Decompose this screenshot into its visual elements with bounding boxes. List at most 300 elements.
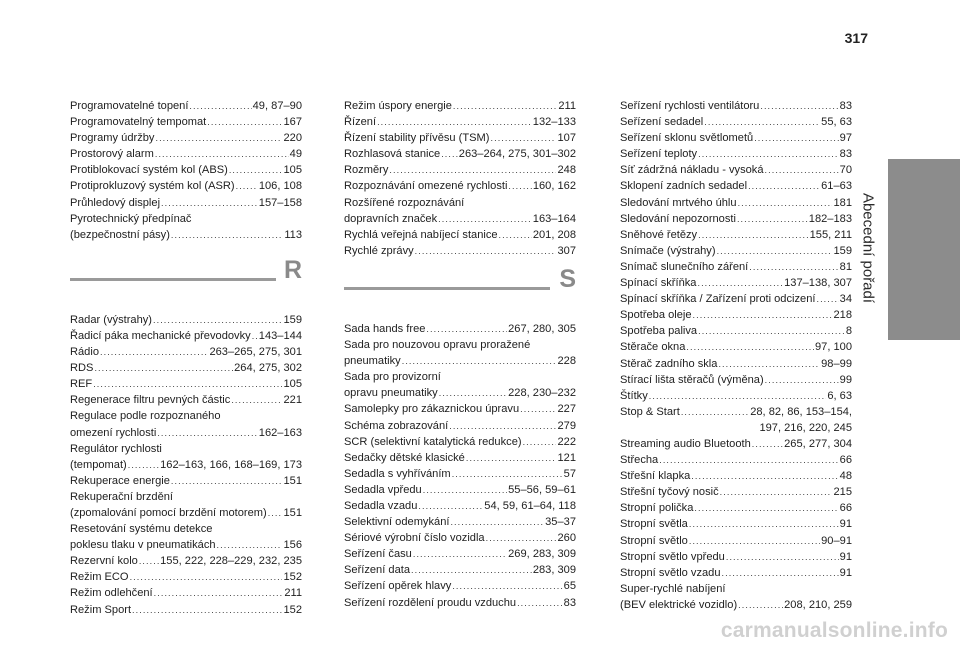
dot-leader: [171, 473, 283, 489]
index-entry-term: Řadicí páka mechanické převodovky: [70, 329, 251, 342]
index-entry: [620, 533, 852, 549]
index-group-s: [344, 321, 576, 611]
index-entry: [620, 211, 852, 227]
index-column-1: [70, 98, 302, 618]
index-entry-term: Stropní světlo vzadu: [620, 566, 721, 579]
index-entry-term: Rekuperace energie: [70, 474, 170, 487]
index-entry-term: Spotřeba oleje: [620, 309, 692, 322]
dot-leader: [139, 553, 159, 569]
index-entry-term: Štítky: [620, 389, 648, 402]
index-entry: [70, 553, 302, 569]
index-entry-term: Regulace podle rozpoznaného: [70, 410, 221, 423]
index-entry: [344, 595, 576, 611]
index-entry-term: opravu pneumatiky: [344, 387, 438, 400]
index-entry-pages: 6, 63: [827, 389, 852, 402]
index-entry-term: Stropní světla: [620, 518, 688, 531]
index-entry: [70, 521, 302, 537]
index-entry-term: Protiblokovací systém kol (ABS): [70, 164, 228, 177]
index-group-r-cont: [344, 98, 576, 259]
index-entry-term: Sada hands free: [344, 322, 426, 335]
index-entry-pages: 263–265, 275, 301: [209, 346, 302, 359]
index-entry: [344, 337, 576, 353]
index-entry-term: Seřízení data: [344, 564, 410, 577]
index-entry-term: Režim ECO: [70, 571, 129, 584]
index-entry-term: Střešní tyčový nosič: [620, 486, 719, 499]
index-entry-term: Spínací skříňka: [620, 277, 697, 290]
index-entry-pages: 218: [833, 309, 852, 322]
index-entry-pages: 107: [557, 132, 576, 145]
dot-leader: [697, 275, 783, 291]
index-entry: [620, 178, 852, 194]
index-entry-pages: 201, 208: [532, 228, 576, 241]
index-entry-term: Rozšířené rozpoznávání: [344, 196, 465, 209]
index-entry: [344, 401, 576, 417]
index-entry-pages: 167: [283, 116, 302, 129]
index-entry-term: Prostorový alarm: [70, 148, 154, 161]
index-entry-pages: 151: [283, 474, 302, 487]
index-entry: [344, 369, 576, 385]
dot-leader: [411, 562, 532, 578]
dot-leader: [155, 146, 289, 162]
index-entry-term: poklesu tlaku v pneumatikách: [70, 539, 216, 552]
index-entry: [620, 98, 852, 114]
index-entry: [344, 434, 576, 450]
index-entry-pages: 269, 283, 309: [508, 548, 576, 561]
index-entry-pages: 181: [833, 196, 852, 209]
index-entry-term: Stop & Start: [620, 405, 680, 418]
index-entry-pages: 55, 63: [821, 116, 852, 129]
dot-leader: [154, 585, 284, 601]
index-entry: [620, 500, 852, 516]
dot-leader: [720, 484, 833, 500]
index-entry-pages: 156: [283, 539, 302, 552]
index-entry-pages: 105: [283, 378, 302, 391]
index-entry-pages: 152: [283, 603, 302, 616]
index-entry-pages: 264, 275, 302: [234, 362, 302, 375]
index-entry: [70, 473, 302, 489]
index-entry: [344, 146, 576, 162]
dot-leader: [207, 114, 282, 130]
index-entry-pages: 48: [839, 470, 852, 483]
index-entry-pages: 151: [283, 506, 302, 519]
dot-leader: [499, 227, 532, 243]
index-entry-pages: 105: [283, 164, 302, 177]
index-entry-pages: 160, 162: [532, 180, 576, 193]
index-entry-term: Stropní světlo vpředu: [620, 550, 725, 563]
index-entry: [70, 376, 302, 392]
dot-leader: [517, 595, 563, 611]
dot-leader: [389, 162, 556, 178]
index-entry-term: Síť zádržná nákladu - vysoká: [620, 164, 764, 177]
index-entry-term: Režim odlehčení: [70, 587, 153, 600]
index-entry: [70, 227, 302, 243]
index-entry-pages: 121: [557, 451, 576, 464]
index-entry: [70, 585, 302, 601]
index-entry-term: Seřízení rychlosti ventilátoru: [620, 100, 760, 112]
index-entry-term: Sněhové řetězy: [620, 228, 698, 241]
index-entry: [70, 312, 302, 328]
letter-header-r: [70, 255, 302, 294]
dot-leader: [698, 323, 845, 339]
index-entry-term: Seřízení opěrek hlavy: [344, 580, 452, 593]
index-entry: [70, 489, 302, 505]
dot-leader: [231, 392, 282, 408]
index-entry: [620, 339, 852, 355]
index-entry-pages: 28, 82, 86, 153–154,: [750, 405, 852, 418]
dot-leader: [423, 482, 507, 498]
index-entry-pages: 49: [289, 148, 302, 161]
index-entry-pages: 208, 210, 259: [784, 598, 852, 611]
index-entry-term: Programy údržby: [70, 132, 155, 145]
index-entry: [620, 146, 852, 162]
dot-leader: [415, 243, 557, 259]
index-entry: [70, 505, 302, 521]
index-entry: [70, 344, 302, 360]
index-entry-term: Režim úspory energie: [344, 100, 452, 112]
index-entry-pages: 132–133: [532, 116, 576, 129]
index-entry-term: Sedadla vpředu: [344, 483, 422, 496]
dot-leader: [491, 130, 557, 146]
index-entry: [620, 372, 852, 388]
index-entry: [344, 211, 576, 227]
section-tab-label: Abecední pořadí: [859, 192, 877, 304]
dot-leader: [189, 98, 251, 114]
index-entry: [70, 602, 302, 618]
index-entry-pages: 163–164: [532, 212, 576, 225]
index-entry-term: Programovatelný tempomat: [70, 116, 207, 129]
index-entry-term: Rekuperační brzdění: [70, 490, 173, 503]
index-entry-term: Regulátor rychlosti: [70, 442, 162, 455]
index-entry: [620, 114, 852, 130]
index-entry-term: Sada pro nouzovou opravu proražené: [344, 339, 531, 352]
index-entry: [344, 385, 576, 401]
index-group-s-cont: [620, 98, 852, 613]
index-entry-term: Střecha: [620, 454, 659, 467]
index-entry-term: Sedačky dětské klasické: [344, 451, 465, 464]
index-entry-pages: 182–183: [808, 212, 852, 225]
index-entry-pages: 57: [563, 467, 576, 480]
index-entry: [344, 578, 576, 594]
index-entry-pages: 55–56, 59–61: [508, 483, 576, 496]
index-entry-pages: 66: [839, 502, 852, 515]
index-entry: [620, 597, 852, 613]
index-entry-pages: 162–163: [258, 426, 302, 439]
index-entry: [344, 482, 576, 498]
index-entry-term: Řízení: [344, 116, 377, 129]
index-entry: [620, 291, 852, 307]
index-group-p: [70, 98, 302, 243]
letter-header-s: [344, 264, 576, 303]
index-entry-term: Seřízení teploty: [620, 148, 698, 161]
index-entry-pages: 215: [833, 486, 852, 499]
index-entry: [70, 195, 302, 211]
index-entry-pages: 66: [839, 454, 852, 467]
index-entry-term: Rezervní kolo: [70, 555, 138, 568]
dot-leader: [453, 98, 557, 114]
index-entry-term: Protiprokluzový systém kol (ASR): [70, 180, 235, 193]
dot-leader: [93, 376, 282, 392]
dot-leader: [704, 114, 820, 130]
index-entry: [620, 130, 852, 146]
dot-leader: [737, 211, 808, 227]
index-entry-pages: 211: [284, 587, 302, 600]
dot-leader: [752, 436, 783, 452]
dot-leader: [413, 546, 507, 562]
index-entry-pages: 97: [839, 132, 852, 145]
index-entry-term: Střešní klapka: [620, 470, 691, 483]
index-entry-pages: 265, 277, 304: [784, 437, 852, 450]
index-entry: [70, 130, 302, 146]
dot-leader: [377, 114, 532, 130]
index-entry: [344, 243, 576, 259]
index-entry-term: Resetování systému detekce: [70, 523, 213, 536]
dot-leader: [754, 130, 838, 146]
index-entry-term: Seřízení sklonu světlometů: [620, 132, 754, 145]
index-entry-pages: 61–63: [821, 180, 852, 193]
section-tab: [888, 159, 960, 340]
index-entry: [70, 162, 302, 178]
index-entry-term: Spínací skříňka / Zařízení proti odcizení: [620, 293, 816, 306]
index-entry: [620, 516, 852, 532]
dot-leader: [452, 466, 563, 482]
index-entry: [620, 452, 852, 468]
dot-leader: [438, 211, 532, 227]
index-entry-term: REF: [70, 378, 93, 391]
index-entry-term: Sledování mrtvého úhlu: [620, 196, 737, 209]
index-entry-term: Pyrotechnický předpínač: [70, 212, 192, 225]
index-entry-pages: 97, 100: [814, 341, 852, 354]
index-entry: [70, 408, 302, 424]
letter-header-rule: [70, 278, 276, 281]
page-number: 317: [844, 30, 868, 46]
dot-leader: [693, 307, 833, 323]
index-entry: [70, 211, 302, 227]
index-entry: [344, 178, 576, 194]
index-entry-term: dopravních značek: [344, 212, 438, 225]
index-entry-pages: 248: [557, 164, 576, 177]
dot-leader: [157, 425, 257, 441]
dot-leader: [738, 597, 783, 613]
index-entry-term: Stírací lišta stěračů (výměna): [620, 373, 764, 386]
dot-leader: [718, 356, 820, 372]
dot-leader: [236, 178, 258, 194]
dot-leader: [659, 452, 838, 468]
index-entry-pages: 83: [839, 100, 852, 112]
index-entry-term: Rychlé zprávy: [344, 244, 414, 257]
index-entry: [344, 130, 576, 146]
index-entry-pages: 99: [839, 373, 852, 386]
dot-leader: [128, 457, 159, 473]
index-entry-term: Seřízení času: [344, 548, 412, 561]
dot-leader: [698, 227, 809, 243]
index-entry-pages: 220: [283, 132, 302, 145]
index-column-3: [620, 98, 852, 613]
index-entry-pages: 70: [839, 164, 852, 177]
dot-leader: [689, 533, 820, 549]
dot-leader: [689, 516, 839, 532]
dot-leader: [441, 146, 458, 162]
index-entry-term: Regenerace filtru pevných částic: [70, 394, 231, 407]
index-entry-pages: 91: [839, 566, 852, 579]
index-entry-term: Snímače (výstrahy): [620, 244, 716, 257]
index-entry: [620, 227, 852, 243]
index-entry-term: Selektivní odemykání: [344, 516, 450, 529]
index-entry-term: Stěrač zadního skla: [620, 357, 718, 370]
index-entry: [344, 353, 576, 369]
index-entry-term: Samolepky pro zákaznickou úpravu: [344, 403, 520, 416]
index-entry-pages: 34: [839, 293, 852, 306]
dot-leader: [450, 514, 544, 530]
dot-leader: [439, 385, 507, 401]
index-entry-term: Režim Sport: [70, 603, 132, 616]
index-entry-pages: 65: [563, 580, 576, 593]
index-entry-pages: 222: [557, 435, 576, 448]
dot-leader: [694, 500, 838, 516]
index-entry: [70, 98, 302, 114]
index-entry: [620, 484, 852, 500]
index-entry-pages: 113: [284, 228, 302, 241]
dot-leader: [449, 418, 556, 434]
index-entry-term: Rozměry: [344, 164, 389, 177]
index-entry-pages: 283, 309: [532, 564, 576, 577]
index-entry-pages: 260: [557, 532, 576, 545]
index-entry: [620, 468, 852, 484]
index-entry: [70, 569, 302, 585]
index-entry: [620, 275, 852, 291]
index-entry: [70, 146, 302, 162]
index-entry-term: Snímač slunečního záření: [620, 260, 749, 273]
index-entry-pages: 91: [839, 550, 852, 563]
index-entry-pages: 211: [558, 100, 576, 112]
dot-leader: [153, 312, 282, 328]
index-entry-term: Sada pro provizorní: [344, 371, 441, 384]
index-entry: [620, 404, 852, 420]
dot-leader: [520, 401, 556, 417]
index-entry-pages: 143–144: [258, 329, 302, 342]
index-entry: [620, 436, 852, 452]
index-entry: [70, 360, 302, 376]
index-entry-pages: 228, 230–232: [508, 387, 576, 400]
index-entry-term: SCR (selektivní katalytická redukce): [344, 435, 522, 448]
dot-leader: [649, 388, 827, 404]
index-entry: [344, 546, 576, 562]
watermark: carmanualsonline.info: [720, 619, 948, 642]
index-entry-pages: 159: [833, 244, 852, 257]
index-entry-pages: 106, 108: [258, 180, 302, 193]
index-entry-term: Průhledový displej: [70, 196, 161, 209]
dot-leader: [486, 530, 557, 546]
index-entry: [344, 98, 576, 114]
index-entry: [620, 162, 852, 178]
index-entry-term: Seřízení rozdělení proudu vzduchu: [344, 596, 517, 609]
index-entry-term: Rádio: [70, 346, 99, 359]
index-entry-term: Sedadla s vyhříváním: [344, 467, 451, 480]
index-entry: [344, 227, 576, 243]
index-entry-pages: 155, 222, 228–229, 232, 235: [160, 555, 302, 568]
index-entry-term: Rozhlasová stanice: [344, 148, 441, 161]
index-entry: [70, 441, 302, 457]
index-entry-pages: 98–99: [821, 357, 852, 370]
index-entry-pages: 49, 87–90: [252, 100, 302, 112]
index-entry-term: Schéma zobrazování: [344, 419, 449, 432]
index-entry-term: (bezpečnostní pásy): [70, 228, 170, 241]
dot-leader: [229, 162, 283, 178]
index-entry: [344, 466, 576, 482]
index-entry-term: Sedadla vzadu: [344, 499, 418, 512]
index-entry: [344, 450, 576, 466]
dot-leader: [722, 565, 839, 581]
index-entry: [620, 243, 852, 259]
index-entry-pages: 279: [557, 419, 576, 432]
index-entry: [620, 259, 852, 275]
index-entry-pages: 307: [557, 244, 576, 257]
index-entry-term: (tempomat): [70, 458, 127, 471]
index-entry: [344, 530, 576, 546]
index-entry-pages: 90–91: [821, 534, 852, 547]
index-entry-term: Rychlá veřejná nabíjecí stanice: [344, 228, 498, 241]
dot-leader: [217, 537, 283, 553]
index-entry: [620, 388, 852, 404]
index-entry: [620, 565, 852, 581]
index-entry-pages: 263–264, 275, 301–302: [458, 148, 576, 161]
index-entry-pages: 227: [557, 403, 576, 416]
dot-leader: [161, 195, 258, 211]
dot-leader: [155, 130, 282, 146]
index-entry-term: Sériové výrobní číslo vozidla: [344, 532, 485, 545]
index-entry: [620, 307, 852, 323]
dot-leader: [765, 372, 839, 388]
index-entry: [620, 420, 852, 436]
dot-leader: [738, 195, 833, 211]
index-entry-term: Spotřeba paliva: [620, 325, 698, 338]
index-entry-pages: 197, 216, 220, 245: [759, 421, 852, 434]
index-entry: [620, 195, 852, 211]
dot-leader: [252, 328, 258, 344]
index-entry: [70, 457, 302, 473]
index-entry-pages: 221: [283, 394, 302, 407]
dot-leader: [100, 344, 208, 360]
dot-leader: [402, 353, 557, 369]
index-entry-term: Sledování nepozornosti: [620, 212, 736, 225]
index-entry: [344, 562, 576, 578]
index-entry-pages: 267, 280, 305: [508, 322, 576, 335]
index-entry: [70, 392, 302, 408]
dot-leader: [268, 505, 283, 521]
dot-leader: [508, 178, 531, 194]
index-entry: [70, 537, 302, 553]
dot-leader: [94, 360, 233, 376]
index-entry-pages: 54, 59, 61–64, 118: [484, 499, 576, 512]
dot-leader: [726, 549, 839, 565]
index-entry-term: Stropní světlo: [620, 534, 688, 547]
index-entry-pages: 157–158: [258, 196, 302, 209]
index-entry-term: Programovatelné topení: [70, 100, 189, 112]
index-entry: [620, 356, 852, 372]
index-entry-pages: 228: [557, 355, 576, 368]
index-entry-pages: 91: [839, 518, 852, 531]
dot-leader: [418, 498, 483, 514]
dot-leader: [760, 98, 838, 114]
index-entry: [344, 418, 576, 434]
index-entry-term: RDS: [70, 362, 94, 375]
dot-leader: [691, 468, 838, 484]
index-entry-term: Super-rychlé nabíjení: [620, 582, 726, 595]
index-column-2: [344, 98, 576, 611]
index-entry-term: Rozpoznávání omezené rychlosti: [344, 180, 508, 193]
letter-header-rule: [344, 287, 550, 290]
index-entry-term: Radar (výstrahy): [70, 313, 152, 326]
index-entry-pages: 83: [563, 596, 576, 609]
